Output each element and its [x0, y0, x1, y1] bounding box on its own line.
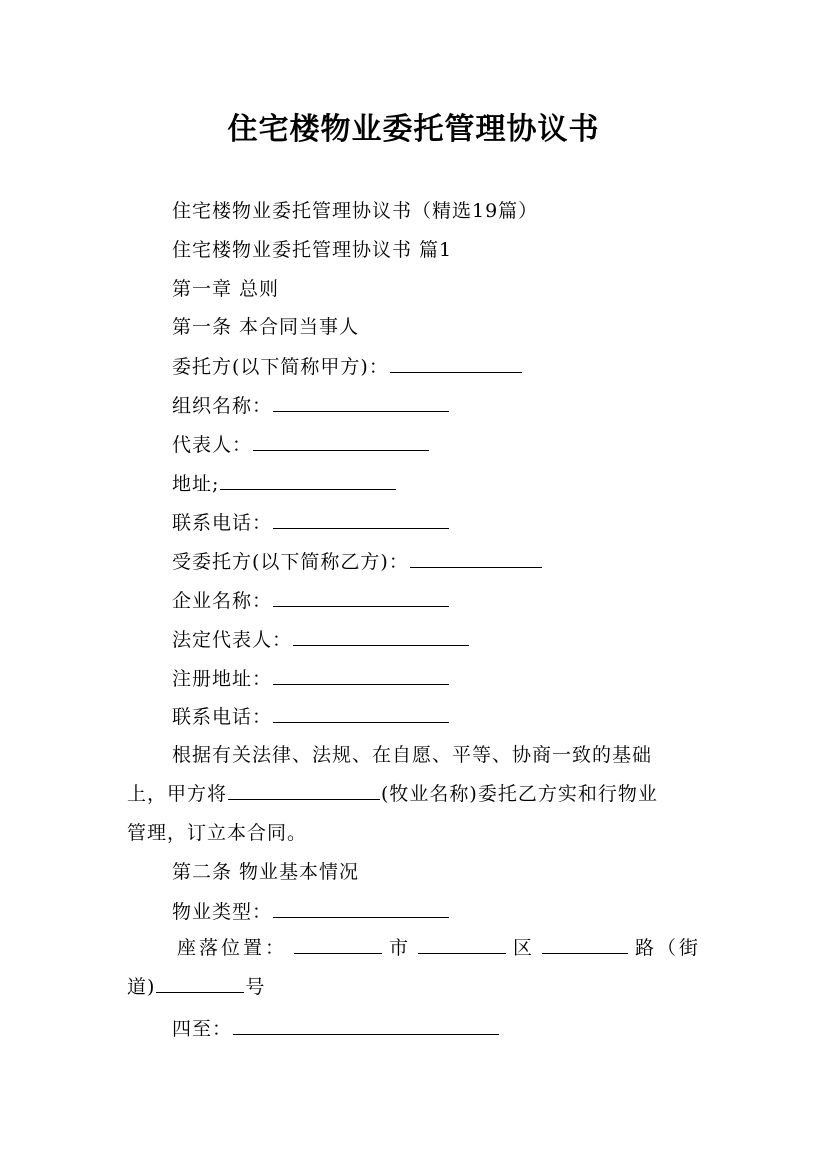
phone-b-blank [273, 704, 449, 723]
basis-line-3: 管理，订立本合同。 [127, 822, 308, 844]
city-blank [294, 935, 382, 954]
address-row [172, 471, 397, 496]
party-a-label: 委托方(以下简称甲方)： [172, 356, 389, 378]
subtitle: 住宅楼物业委托管理协议书（精选19篇） [172, 200, 539, 222]
article-heading-2: 第二条 物业基本情况 [172, 861, 360, 883]
party-b-label: 受委托方(以下简称乙方)： [172, 551, 409, 573]
property-type-label: 物业类型： [172, 901, 273, 923]
property-type-row [172, 899, 450, 924]
representative-blank [253, 432, 429, 451]
location-label: 座落位置： [177, 937, 288, 959]
basis-line-2-start: 上，甲方将 [127, 783, 228, 805]
document-title: 住宅楼物业委托管理协议书 [227, 112, 600, 147]
phone-b-row [172, 704, 450, 729]
party-b-blank [410, 549, 542, 568]
representative-row [172, 432, 430, 457]
phone-a-label: 联系电话： [172, 512, 273, 534]
boundaries-blank [233, 1016, 499, 1035]
address-label: 地址; [172, 473, 220, 495]
party-a-row [172, 354, 523, 379]
district-label: 区 [512, 937, 535, 959]
org-name-blank [273, 393, 449, 412]
party-b-row [172, 549, 543, 574]
location-paragraph [127, 929, 701, 1007]
org-name-label: 组织名称： [172, 395, 273, 417]
company-name-label: 企业名称： [172, 590, 273, 612]
road-blank [542, 935, 628, 954]
city-label: 市 [388, 937, 411, 959]
reg-address-label: 注册地址： [172, 668, 273, 690]
number-label: 号 [245, 976, 266, 998]
number-blank [156, 974, 244, 993]
representative-label: 代表人： [172, 434, 253, 456]
phone-b-label: 联系电话： [172, 706, 273, 728]
phone-a-row [172, 510, 450, 535]
boundaries-label: 四至： [172, 1018, 233, 1040]
party-a-blank [390, 354, 522, 373]
company-name-row [172, 588, 450, 613]
property-name-blank [228, 781, 380, 800]
street-label: 道) [127, 976, 156, 998]
reg-address-blank [273, 666, 449, 685]
boundaries-row [172, 1016, 500, 1041]
basis-line-2-end: (牧业名称)委托乙方实和行物业 [381, 783, 658, 805]
legal-rep-label: 法定代表人： [172, 629, 293, 651]
company-name-blank [273, 588, 449, 607]
article-heading: 第一条 本合同当事人 [172, 316, 360, 338]
road-label: 路（街 [634, 937, 701, 959]
legal-rep-row [172, 627, 470, 652]
legal-rep-blank [293, 627, 469, 646]
reg-address-row [172, 666, 450, 691]
district-blank [418, 935, 506, 954]
part-heading: 住宅楼物业委托管理协议书 篇1 [172, 239, 453, 261]
phone-a-blank [273, 510, 449, 529]
chapter-heading: 第一章 总则 [172, 278, 280, 300]
basis-line-1: 根据有关法律、法规、在自愿、平等、协商一致的基础 [172, 744, 653, 766]
org-name-row [172, 393, 450, 418]
address-blank [220, 471, 396, 490]
basis-paragraph [127, 736, 701, 853]
property-type-blank [273, 899, 449, 918]
